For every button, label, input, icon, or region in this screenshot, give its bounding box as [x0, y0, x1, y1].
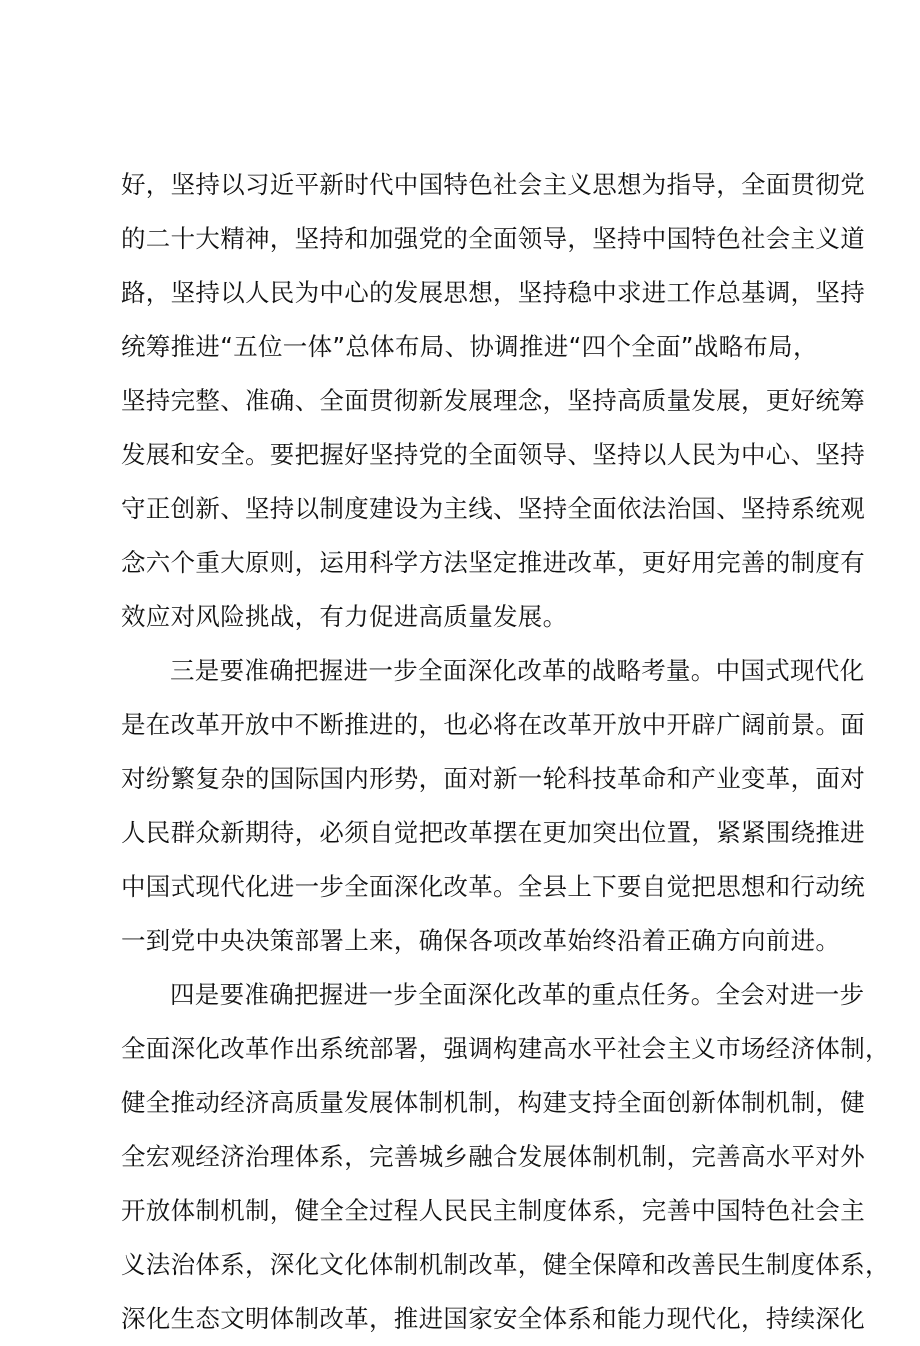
paragraph-start-line: 三是要准确把握进一步全面深化改革的战略考量。中国式现代化 [170, 656, 865, 685]
text-line: 人民群众新期待，必须自觉把改革摆在更加突出位置，紧紧围绕推进 [121, 818, 865, 847]
text-line: 中国式现代化进一步全面深化改革。全县上下要自觉把思想和行动统 [121, 872, 865, 901]
text-line: 守正创新、坚持以制度建设为主线、坚持全面依法治国、坚持系统观 [121, 494, 865, 523]
text-line: 发展和安全。要把握好坚持党的全面领导、坚持以人民为中心、坚持 [121, 440, 865, 469]
text-line: 一到党中央决策部署上来，确保各项改革始终沿着正确方向前进。 [121, 926, 841, 955]
text-line: 念六个重大原则，运用科学方法坚定推进改革，更好用完善的制度有 [121, 548, 865, 577]
text-line: 坚持完整、准确、全面贯彻新发展理念，坚持高质量发展，更好统筹 [121, 386, 865, 415]
text-line: 健全推动经济高质量发展体制机制，构建支持全面创新体制机制，健 [121, 1088, 865, 1117]
text-line: 路，坚持以人民为中心的发展思想，坚持稳中求进工作总基调，坚持 [121, 278, 865, 307]
text-line: 对纷繁复杂的国际国内形势，面对新一轮科技革命和产业变革，面对 [121, 764, 865, 793]
text-line: 全面深化改革作出系统部署，强调构建高水平社会主义市场经济体制， [121, 1034, 890, 1063]
paragraph-start-line: 四是要准确把握进一步全面深化改革的重点任务。全会对进一步 [170, 980, 865, 1009]
text-line: 好，坚持以习近平新时代中国特色社会主义思想为指导，全面贯彻党 [121, 170, 865, 199]
text-line: 是在改革开放中不断推进的，也必将在改革开放中开辟广阔前景。面 [121, 710, 865, 739]
text-line: 的二十大精神，坚持和加强党的全面领导，坚持中国特色社会主义道 [121, 224, 865, 253]
text-line: 深化生态文明体制改革，推进国家安全体系和能力现代化，持续深化 [121, 1304, 865, 1333]
text-line: 效应对风险挑战，有力促进高质量发展。 [121, 602, 568, 631]
text-line: 全宏观经济治理体系，完善城乡融合发展体制机制，完善高水平对外 [121, 1142, 865, 1171]
body-text [121, 158, 890, 1346]
text-line: 义法治体系，深化文化体制机制改革，健全保障和改善民生制度体系， [121, 1250, 890, 1279]
text-line: 开放体制机制，健全全过程人民民主制度体系，完善中国特色社会主 [121, 1196, 865, 1225]
text-line: 统筹推进“五位一体”总体布局、协调推进“四个全面”战略布局， [121, 332, 818, 361]
